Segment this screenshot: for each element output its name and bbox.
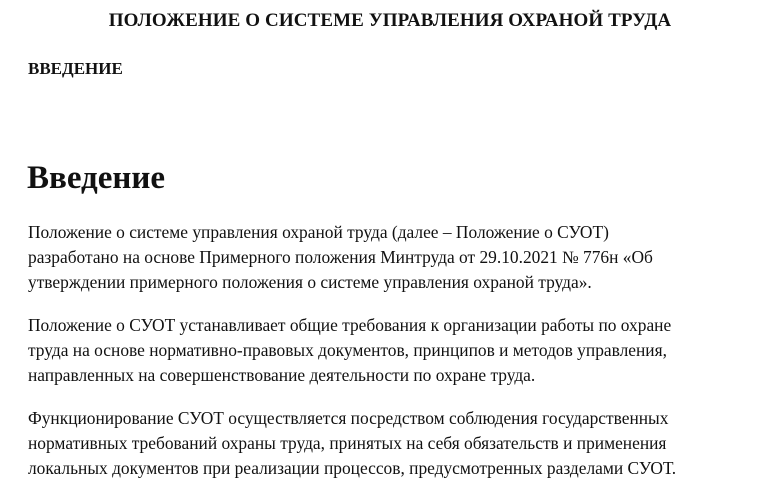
paragraph-line: направленных на совершенствование деятельности по охране труда. [28, 365, 536, 385]
paragraph-line: Функционирование СУОТ осуществляется посредством соблюдения государственных [28, 408, 669, 428]
paragraph-line: труда на основе нормативно-правовых документов, принципов и методов управления, [28, 340, 667, 360]
section-label: ВВЕДЕНИЕ [28, 59, 123, 78]
section-heading: Введение [27, 160, 166, 196]
paragraph-line: Положение о системе управления охраной труда (далее – Положение о СУОТ) [28, 222, 609, 242]
paragraph-line: локальных документов при реализации процессов, предусмотренных разделами СУОТ. [28, 458, 677, 478]
document-title: ПОЛОЖЕНИЕ О СИСТЕМЕ УПРАВЛЕНИЯ ОХРАНОЙ ТРУДА [108, 10, 672, 31]
paragraph-1 [28, 220, 780, 295]
paragraph-line: Положение о СУОТ устанавливает общие требования к организации работы по охране [28, 315, 672, 335]
paragraph-line: нормативных требований охраны труда, принятых на себя обязательств и применения [28, 433, 667, 453]
paragraph-3 [28, 406, 780, 481]
paragraph-line: утверждении примерного положения о системе управления охраной труда». [28, 272, 592, 292]
paragraph-2 [28, 313, 780, 388]
paragraph-line: разработано на основе Примерного положения Минтруда от 29.10.2021 № 776н «Об [28, 247, 653, 267]
